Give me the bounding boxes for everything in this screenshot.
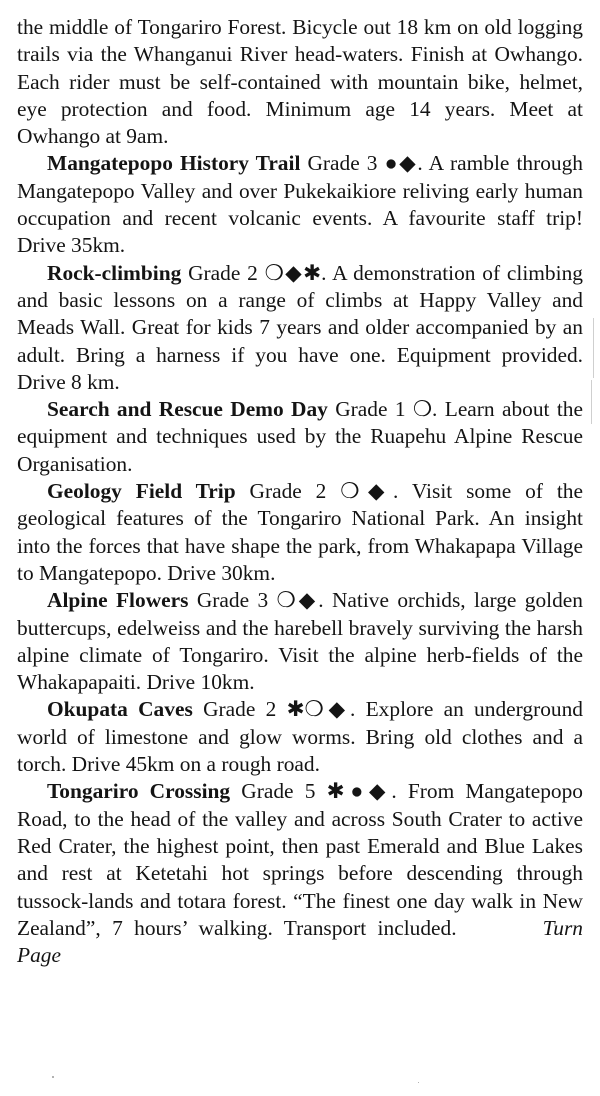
activity-entry-search-rescue bbox=[17, 396, 583, 478]
activity-title: Okupata Caves bbox=[47, 697, 193, 722]
activity-title: Geology Field Trip bbox=[47, 479, 236, 504]
activity-entry-tongariro-crossing bbox=[17, 778, 583, 969]
activity-grade: Grade 2 bbox=[188, 260, 258, 285]
activity-description: the middle of Tongariro Forest. Bicycle out 18 km on old logging trails via the Whanganui River head-waters. Finish at Owhango. Each rider must be self-contained with mountain bike, helmet, eye protection and food. Minimum age 14 years. Meet at Owhango at 9am. bbox=[17, 15, 583, 149]
activity-title: Rock-climbing bbox=[47, 260, 182, 285]
activity-description: Learn about the equipment and techniques used by the Ruapehu Alpine Rescue Organisation. bbox=[17, 397, 583, 476]
activity-description: A demonstration of climbing and basic lessons on a range of climbs at Happy Valley and Meads Wall. Great for kids 7 years and older accompanied by an adult. Bring a harness if you have one. Equipment provided. Drive 8 km. bbox=[17, 260, 583, 394]
difficulty-symbols: ●◆. bbox=[384, 151, 423, 176]
activity-entry-geology bbox=[17, 478, 583, 587]
activity-grade: Grade 1 bbox=[335, 397, 406, 422]
activity-grade: Grade 3 bbox=[307, 151, 378, 176]
activity-grade: Grade 5 bbox=[241, 779, 316, 804]
activity-entry-alpine-flowers bbox=[17, 587, 583, 696]
activity-entry-mangatepopo bbox=[17, 150, 583, 259]
scan-speck bbox=[418, 1082, 419, 1083]
activity-grade: Grade 3 bbox=[196, 588, 269, 613]
activity-entry-okupata-caves bbox=[17, 696, 583, 778]
difficulty-symbols: ❍◆. bbox=[276, 588, 324, 613]
scan-edge-mark bbox=[591, 380, 592, 424]
turn-page-note: Turn Page bbox=[17, 915, 583, 968]
difficulty-symbols: ✱❍◆. bbox=[286, 697, 356, 722]
activity-title: Alpine Flowers bbox=[47, 588, 189, 613]
activity-description: Visit some of the geological features of the Tongariro National Park. An insight into the forces that have shape the park, from Whakapapa Village to Mangatepopo. Drive 30km. bbox=[17, 479, 583, 585]
activity-entry-intro bbox=[17, 14, 583, 150]
activity-title: Mangatepopo History Trail bbox=[47, 151, 301, 176]
activity-listing bbox=[17, 14, 583, 969]
activity-grade: Grade 2 bbox=[249, 479, 327, 504]
scan-speck bbox=[52, 1076, 54, 1078]
activity-description: Native orchids, large golden buttercups, edelweiss and the harebell bravely surviving the harsh alpine climate of Tongariro. Visit the alpine herb-fields of the Whakapapaiti. Drive 10km. bbox=[17, 588, 583, 695]
difficulty-symbols: ❍◆. bbox=[340, 479, 399, 504]
difficulty-symbols: ❍◆✱. bbox=[264, 260, 327, 285]
activity-description: A ramble through Mangatepopo Valley and over Pukekaikiore reliving early human occupation and recent volcanic events. A favourite staff trip! Drive 35km. bbox=[17, 151, 583, 258]
activity-entry-rock-climbing bbox=[17, 260, 583, 396]
activity-title: Search and Rescue Demo Day bbox=[47, 397, 328, 422]
activity-description: From Mangatepopo Road, to the head of the valley and across South Crater to active Red Crater, the highest point, then past Emerald and Blue Lakes and rest at Ketetahi hot springs before descending through tussock-lands and totara forest. “The finest one day walk in New Zealand”, 7 hours’ walking. Transport included. bbox=[17, 779, 583, 940]
difficulty-symbols: ✱●◆. bbox=[326, 779, 397, 804]
activity-title: Tongariro Crossing bbox=[47, 779, 231, 804]
difficulty-symbols: ❍. bbox=[412, 397, 438, 422]
activity-grade: Grade 2 bbox=[203, 697, 277, 722]
activity-description: Explore an underground world of limestone and glow worms. Bring old clothes and a torch. Drive 45km on a rough road. bbox=[17, 697, 583, 777]
scan-edge-mark bbox=[593, 318, 594, 378]
